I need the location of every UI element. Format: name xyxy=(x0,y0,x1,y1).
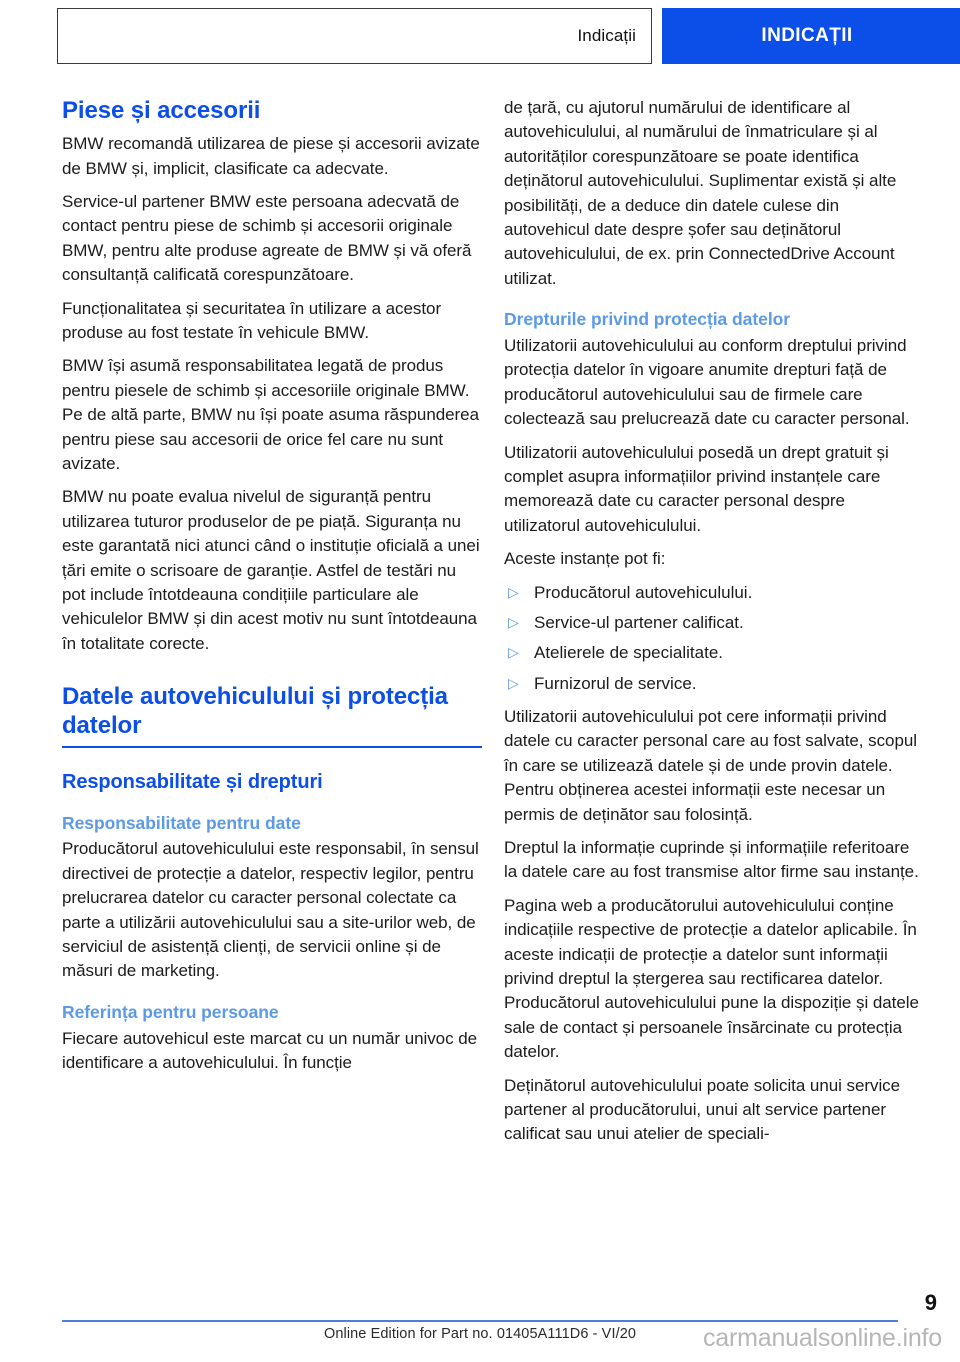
paragraph: Funcționalitatea și securitatea în utilizare a acestor produse au fost testate în vehicule BMW. xyxy=(62,298,442,342)
list-item-label: Service-ul partener calificat. xyxy=(534,612,744,632)
page-footer xyxy=(0,1282,960,1362)
section-title-piese-si-accesorii: Piese și accesorii xyxy=(62,97,261,124)
page-content xyxy=(0,96,960,1156)
right-column xyxy=(504,96,924,1156)
list-item xyxy=(504,611,924,635)
paragraph: Utilizatorii autovehiculului pot cere informații privind datele cu caracter personal care au fost salvate, scopul în care se utilizează datele și de unde provin datele. Pentru obținerea acestei informații este necesar un permis de deținător sau folosință. xyxy=(504,707,917,824)
paragraph: BMW nu poate evalua nivelul de siguranță pentru utilizarea tuturor produselor de pe piață. Siguranța nu este garantată nici atunci când o instituție oficială a unei țări emite o scrisoare de garanție. Astfel de testări nu pot include întotdeauna condițiile particulare ale vehiculelor BMW și din acest motiv nu sunt întotdeauna în totalitate corecte. xyxy=(62,487,480,653)
bullet-list xyxy=(504,581,924,697)
triangle-bullet-icon: ▷ xyxy=(508,644,519,661)
paragraph: Pagina web a producătorului autovehiculului conține indicațiile respective de protecție a datelor aplicabile. În aceste indicații de protecție a datelor sunt informații privind dreptul la ștergerea sau rectificarea datelor. Producătorul autovehiculului pune la dispoziție și datele sale de contact și persoanele însărcinate cu protecția datelor. xyxy=(504,895,919,1062)
subsection-title-responsabilitate-si-drepturi: Responsabilitate și drepturi xyxy=(62,770,323,793)
minor-title-drepturile-privind-protectia-datelor: Drepturile privind protecția datelor xyxy=(504,309,791,330)
triangle-bullet-icon: ▷ xyxy=(508,613,519,630)
paragraph: Utilizatorii autovehiculului au conform dreptului privind protecția datelor în vigoare anumite drepturi față de producătorul autovehiculului sau de firmele care colectează sau prelucrează date cu caracter personal. xyxy=(504,336,910,429)
triangle-bullet-icon: ▷ xyxy=(508,583,519,600)
list-item-label: Furnizorul de service. xyxy=(534,673,697,693)
minor-title-responsabilitate-pentru-date: Responsabilitate pentru date xyxy=(62,812,301,833)
header-chapter-label: Indicații xyxy=(577,26,636,45)
minor-title-referinta-pentru-persoane: Referința pentru persoane xyxy=(62,1001,279,1022)
footer-edition-text: Online Edition for Part no. 01405A111D6 - VI/20 xyxy=(323,1326,637,1342)
paragraph-continued: de țară, cu ajutorul numărului de identificare al autovehiculului, al numărului de înmatriculare și al autorităților corespunzătoare se poate identifica deținătorul autovehiculului. Suplimentar există și alte posibilități, de a deduce din datele culese din autovehicul date despre șofer sau deținătorul autovehiculului, de ex. prin ConnectedDrive Account utilizat. xyxy=(504,98,897,288)
list-item xyxy=(504,581,924,605)
watermark-text: carmanualsonline.info xyxy=(702,1324,942,1352)
list-item-label: Producătorul autovehiculului. xyxy=(534,582,753,602)
paragraph: BMW își asumă responsabilitatea legată de produs pentru piesele de schimb și accesoriile originale BMW. Pe de altă parte, BMW nu își poate asuma răspunderea pentru piese sau accesorii de orice fel care nu sunt avizate. xyxy=(62,356,479,473)
list-item xyxy=(504,672,924,696)
header-chapter-box xyxy=(57,8,652,64)
left-column xyxy=(62,96,482,1156)
list-item xyxy=(504,641,924,665)
paragraph: Service-ul partener BMW este persoana adecvată de contact pentru piese de schimb și accesorii originale BMW, pentru alte produse agreate de BMW și vă oferă consultanță calificată corespunzătoare. xyxy=(62,192,472,285)
header-chapter-tab xyxy=(662,8,960,64)
page-header xyxy=(57,8,960,64)
header-chapter-title: INDICAȚII xyxy=(761,25,853,46)
paragraph: Dreptul la informație cuprinde și informațiile referitoare la datele care au fost transmise altor firme sau instanțe. xyxy=(504,838,919,882)
paragraph: Producătorul autovehiculului este responsabil, în sensul directivei de protecție a datelor, respectiv legilor, pentru prelucrarea datelor cu caracter personal colectate ca parte a utilizării autovehiculului sau a site-urilor web, de serviciul de asistență clienți, de servicii online și de măsuri de marketing. xyxy=(62,839,479,981)
footer-divider xyxy=(62,1320,898,1322)
paragraph: Fiecare autovehicul este marcat cu un număr univoc de identificare a autovehiculului. În funcție xyxy=(62,1028,478,1073)
paragraph: Aceste instanțe pot fi: xyxy=(504,549,666,569)
triangle-bullet-icon: ▷ xyxy=(508,674,519,691)
paragraph: Deținătorul autovehiculului poate solicita unui service partener al producătorului, unui alt service partener calificat sau unui atelier de speciali- xyxy=(504,1075,901,1144)
section-title-datele-autovehiculului: Datele autovehiculului și protecția datelor xyxy=(62,682,482,748)
page-number: 9 xyxy=(924,1290,937,1315)
paragraph: Utilizatorii autovehiculului posedă un drept gratuit și complet asupra informațiilor privind instanțele care memorează date cu caracter personal despre utilizatorul autovehiculului. xyxy=(504,442,889,535)
list-item-label: Atelierele de specialitate. xyxy=(534,643,724,663)
paragraph: BMW recomandă utilizarea de piese și accesorii avizate de BMW și, implicit, clasificate ca adecvate. xyxy=(62,134,480,178)
